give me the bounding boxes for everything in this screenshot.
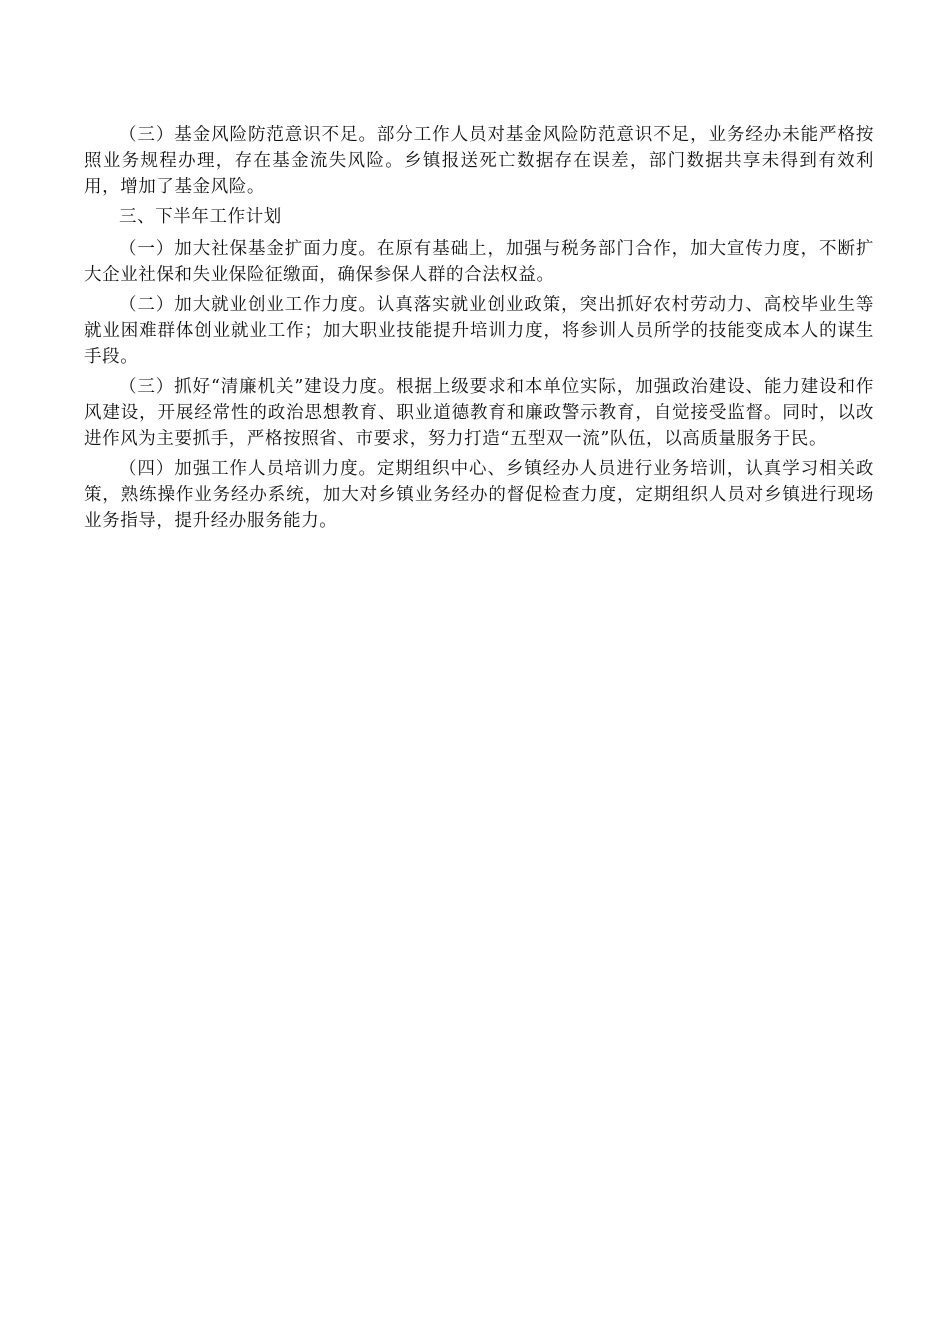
document-body [84,122,874,538]
paragraph-employment-entrepreneurship: （二）加大就业创业工作力度。认真落实就业创业政策，突出抓好农村劳动力、高校毕业生等就业困难群体创业就业工作；加大职业技能提升培训力度，将参训人员所学的技能变成本人的谋生手段。 [84,295,874,367]
paragraph-fund-risk-awareness: （三）基金风险防范意识不足。部分工作人员对基金风险防范意识不足，业务经办未能严格按照业务规程办理，存在基金流失风险。乡镇报送死亡数据存在误差，部门数据共享未得到有效利用，增加了基金风险。 [84,125,874,197]
paragraph-staff-training: （四）加强工作人员培训力度。定期组织中心、乡镇经办人员进行业务培训，认真学习相关政策，熟练操作业务经办系统，加大对乡镇业务经办的督促检查力度，定期组织人员对乡镇进行现场业务指导，提升经办服务能力。 [84,459,874,531]
paragraph-expand-social-insurance: （一）加大社保基金扩面力度。在原有基础上，加强与税务部门合作，加大宣传力度，不断扩大企业社保和失业保险征缴面，确保参保人群的合法权益。 [84,239,874,285]
paragraph-clean-organ-construction: （三）抓好“清廉机关”建设力度。根据上级要求和本单位实际，加强政治建设、能力建设和作风建设，开展经常性的政治思想教育、职业道德教育和廉政警示教育，自觉接受监督。同时，以改进作风为主要抓手，严格按照省、市要求，努力打造“五型双一流”队伍，以高质量服务于民。 [84,377,874,449]
section-heading-second-half-plan: 三、下半年工作计划 [119,207,282,227]
